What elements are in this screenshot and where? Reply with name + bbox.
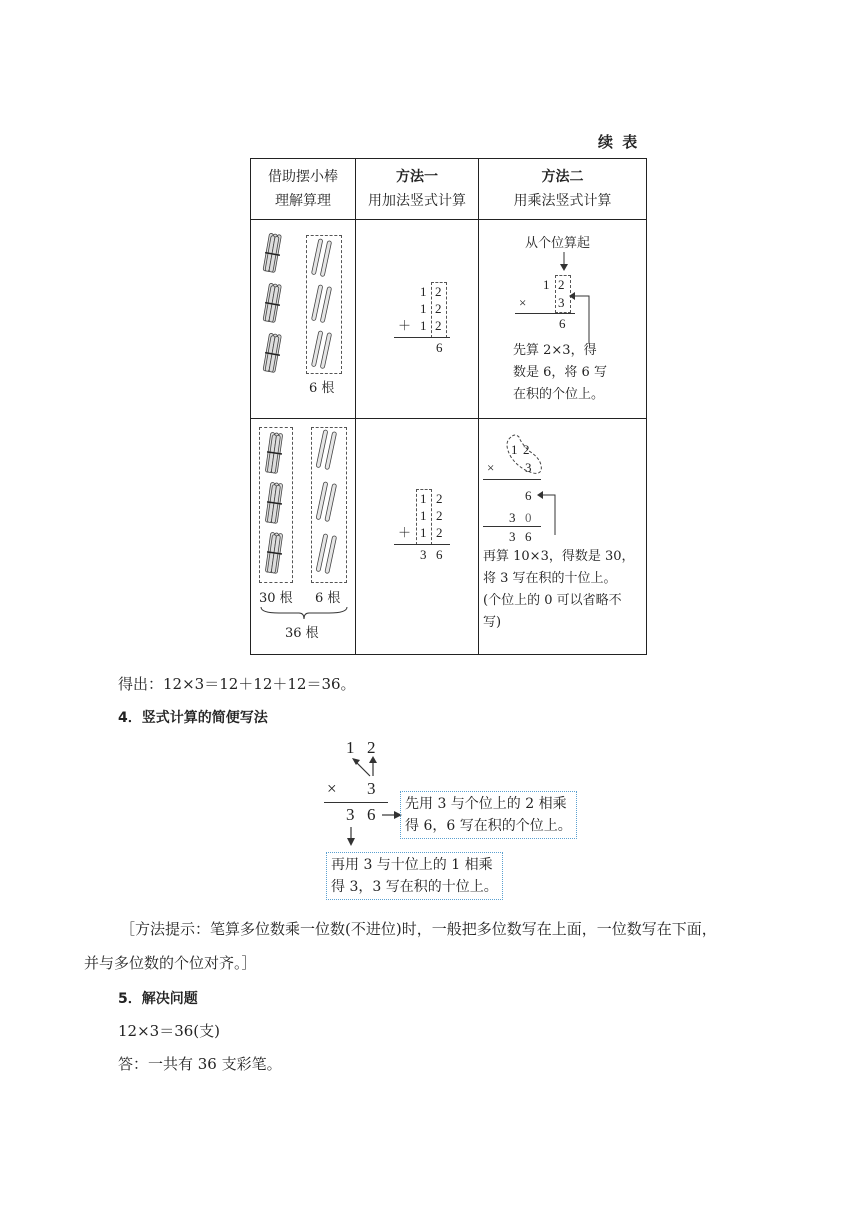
arrow-down-icon xyxy=(344,826,358,848)
add-sum: 3 xyxy=(420,547,427,562)
s4-multiplier: 3 xyxy=(367,779,376,798)
mul-digit: 1 xyxy=(543,277,550,292)
mul-partial: 3 xyxy=(509,510,516,525)
total-label: 36 根 xyxy=(285,626,319,641)
section5-equation: 12×3＝36(支) xyxy=(118,1022,220,1040)
mul-digit: 2 xyxy=(558,277,565,292)
add-digit: 2 xyxy=(435,284,442,299)
mul-partial-zero: 0 xyxy=(525,510,532,525)
add-digit: 1 xyxy=(420,318,427,333)
times-sign: × xyxy=(487,460,495,475)
bundle-icons xyxy=(259,232,289,382)
bracket-arrow-icon xyxy=(569,288,593,348)
mul-digit: 1 xyxy=(511,442,518,457)
s4-product-units: 6 xyxy=(367,805,376,824)
units-step-line2: 得 6，6 写在积的个位上。 xyxy=(405,818,572,834)
bundle-icons xyxy=(261,429,291,581)
add-digit: 2 xyxy=(436,525,443,540)
mul-result: 3 xyxy=(509,529,516,544)
row1-mul-cell xyxy=(479,220,647,419)
add-digit: 1 xyxy=(420,491,427,506)
arrow-down-icon xyxy=(557,250,571,272)
add-sum: 6 xyxy=(436,340,443,355)
row2-mul-cell xyxy=(479,419,647,655)
conclusion: 得出：12×3＝12＋12＋12＝36。 xyxy=(118,675,356,693)
mul-note-line: 数是 6，将 6 写 xyxy=(513,365,607,380)
mul-product: 6 xyxy=(559,316,566,331)
mul-digit: 3 xyxy=(558,295,565,310)
header-method1-title: 方法一 xyxy=(396,169,438,185)
mul-note-line: 在积的个位上。 xyxy=(513,387,605,402)
header-sticks-line1: 借助摆小棒 xyxy=(268,169,338,185)
from-units-label: 从个位算起 xyxy=(525,236,591,251)
header-method1 xyxy=(356,159,479,220)
product-line xyxy=(483,479,541,480)
section4-title: 4．竖式计算的简便写法 xyxy=(118,710,268,726)
method-tip-line1: ［方法提示：笔算多位数乘一位数(不进位)时，一般把多位数写在上面，一位数写在下面， xyxy=(120,920,717,938)
section5-title: 5．解决问题 xyxy=(118,991,198,1007)
mul-digit: 2 xyxy=(523,442,530,457)
s4-product-line xyxy=(324,802,388,803)
header-method1-sub: 用加法竖式计算 xyxy=(368,193,466,209)
single-stick-icons xyxy=(313,429,343,581)
s4-product-tens: 3 xyxy=(346,805,355,824)
sum-line xyxy=(394,337,450,338)
sum-line xyxy=(483,526,541,527)
tens-step-line1: 再用 3 与十位上的 1 相乘 xyxy=(331,857,493,873)
mul-result: 6 xyxy=(525,529,532,544)
bracket-arrow-icon xyxy=(535,489,559,539)
header-sticks-line2: 理解算理 xyxy=(275,193,331,209)
row1-add-cell xyxy=(356,220,479,419)
header-method2-sub: 用乘法竖式计算 xyxy=(513,193,612,209)
units-step-line1: 先用 3 与个位上的 2 相乘 xyxy=(405,796,567,812)
product-line xyxy=(515,313,575,314)
mul-note-line: 将 3 写在积的十位上。 xyxy=(483,571,617,586)
add-digit: 1 xyxy=(420,525,427,540)
plus-sign: ＋ xyxy=(398,318,412,333)
add-digit: 2 xyxy=(436,508,443,523)
mul-note-line: 写) xyxy=(483,615,502,630)
header-sticks xyxy=(251,159,356,220)
continued-label: 续 表 xyxy=(598,133,640,151)
tens-step-line2: 得 3，3 写在积的十位上。 xyxy=(331,879,498,895)
add-sum: 6 xyxy=(436,547,443,562)
mul-partial: 6 xyxy=(525,488,532,503)
mul-digit: 3 xyxy=(525,460,532,475)
add-digit: 2 xyxy=(435,301,442,316)
method-tip-line2: 并与多位数的个位对齐。］ xyxy=(84,954,257,972)
header-method2 xyxy=(479,159,647,220)
header-method2-title: 方法二 xyxy=(541,169,584,185)
add-digit: 1 xyxy=(420,301,427,316)
add-digit: 1 xyxy=(420,284,427,299)
brace-icon xyxy=(259,605,349,621)
row1-sticks-label: 6 根 xyxy=(309,381,335,396)
add-digit: 2 xyxy=(435,318,442,333)
section5-answer: 答：一共有 36 支彩笔。 xyxy=(118,1055,282,1073)
s4-digit-units: 2 xyxy=(367,738,376,757)
tens-label: 30 根 xyxy=(259,591,293,606)
tens-step-note xyxy=(326,852,503,900)
single-stick-icons xyxy=(308,238,338,372)
row2-sticks-cell xyxy=(251,419,356,655)
units-step-note xyxy=(400,791,577,839)
add-digit: 1 xyxy=(420,508,427,523)
mul-note-line: 再算 10×3，得数是 30， xyxy=(483,549,635,564)
cross-arrows-icon xyxy=(346,754,386,780)
row1-sticks-cell xyxy=(251,220,356,419)
sum-line xyxy=(394,544,450,545)
times-sign: × xyxy=(519,295,527,310)
plus-sign: ＋ xyxy=(398,525,412,540)
add-digit: 2 xyxy=(436,491,443,506)
row2-add-cell xyxy=(356,419,479,655)
s4-digit-tens: 1 xyxy=(346,738,355,757)
mul-note-line: (个位上的 0 可以省略不 xyxy=(483,593,622,608)
s4-times: × xyxy=(327,779,337,798)
units-label: 6 根 xyxy=(315,591,341,606)
mul-note-line: 先算 2×3，得 xyxy=(513,343,597,358)
method-table xyxy=(250,158,647,655)
